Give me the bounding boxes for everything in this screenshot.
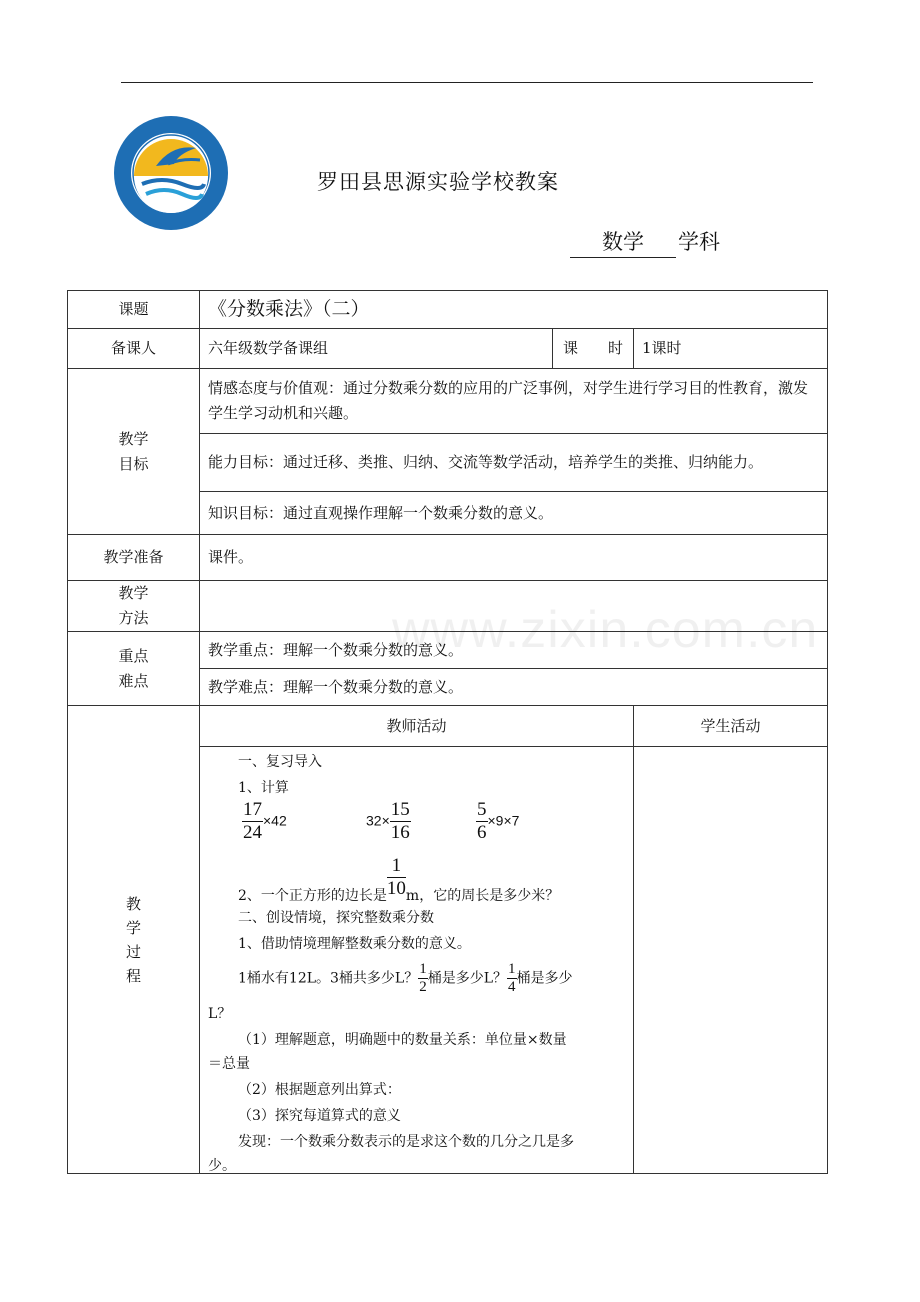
subject-suffix: 学科 [678, 230, 720, 254]
question-square-head: 2、一个正方形的边长是 [238, 888, 387, 904]
teacher-activity-cell [200, 747, 634, 1174]
difficulty: 教学难点：理解一个数乘分数的意义。 [200, 669, 828, 706]
objectives-label-line1: 教学 [118, 429, 149, 448]
problem-part: 桶是多少 [516, 970, 573, 987]
finding: 发现：一个数乘分数表示的是求这个数的几分之几是多 [238, 1134, 574, 1150]
header-rule [121, 82, 813, 83]
subject-line [570, 226, 720, 258]
key-point: 教学重点：理解一个数乘分数的意义。 [200, 632, 828, 669]
key-label-line2: 难点 [118, 671, 149, 690]
expr-2-head: 32× [366, 812, 390, 829]
fraction: $\frac{17}{24}$ [243, 799, 262, 843]
preparer-label: 备课人 [68, 329, 200, 369]
fraction: $\frac{1}{4}$ [508, 961, 516, 995]
section-explore: 二、创设情境，探究整数乘分数 [238, 910, 434, 926]
objective-ability: 能力目标：通过迁移、类推、归纳、交流等数学活动，培养学生的类推、归纳能力。 [200, 434, 828, 492]
step-3: （3）探究每道算式的意义 [238, 1108, 401, 1124]
prep-label: 教学准备 [68, 535, 200, 581]
section-review: 一、复习导入 [238, 754, 322, 770]
preparer-value: 六年级数学备课组 [200, 329, 553, 369]
period-value: 1课时 [634, 329, 828, 369]
problem-part: 桶是多少L？ [427, 970, 508, 987]
teacher-activity-header: 教师活动 [200, 706, 634, 747]
step-1-tail: ＝总量 [208, 1056, 250, 1072]
process-label-char: 教 [125, 894, 141, 913]
expr-3-tail: ×9×7 [487, 812, 520, 829]
period-label: 课 时 [553, 329, 634, 369]
student-activity-header: 学生活动 [634, 706, 828, 747]
student-activity-cell [634, 747, 828, 1174]
process-label-char: 学 [125, 918, 141, 937]
expr-1 [242, 799, 287, 844]
topic-label: 课题 [68, 291, 200, 329]
fraction: $\frac{5}{6}$ [477, 799, 487, 843]
expr-3 [476, 799, 519, 844]
lesson-plan-table [67, 290, 828, 1174]
method-label-line2: 方法 [118, 609, 149, 627]
expr-1-tail: ×42 [263, 812, 287, 829]
method-label-line1: 教学 [118, 584, 149, 602]
step-2: （2）根据题意列出算式： [238, 1082, 401, 1098]
key-label-line1: 重点 [118, 646, 149, 665]
key-label [68, 632, 200, 706]
school-title: 罗田县思源实验学校教案 [317, 170, 559, 194]
subject-value: 数学 [570, 226, 676, 258]
fraction: $\frac{15}{16}$ [390, 799, 410, 843]
topic-value: 《分数乘法》（二） [200, 291, 828, 329]
objectives-label [68, 369, 200, 535]
finding-tail: 少。 [208, 1158, 236, 1174]
problem-bucket-tail: L？ [208, 1006, 232, 1022]
step-meaning: 1、借助情境理解整数乘分数的意义。 [238, 936, 471, 952]
question-square-tail: m，它的周长是多少米？ [405, 888, 560, 904]
step-calc: 1、计算 [238, 780, 289, 796]
watermark: www.zixin.com.cn [392, 601, 819, 659]
process-label-char: 过 [125, 942, 141, 961]
objective-emotion: 情感态度与价值观：通过分数乘分数的应用的广泛事例，对学生进行学习目的性教育，激发学生学习动机和兴趣。 [200, 369, 828, 434]
problem-bucket [208, 961, 573, 996]
problem-part: 1桶水有12L。3桶共多少L？ [238, 970, 419, 987]
prep-value: 课件。 [200, 535, 828, 581]
question-square [208, 855, 559, 909]
expr-2 [366, 799, 411, 844]
objectives-label-line2: 目标 [118, 454, 149, 473]
objective-knowledge: 知识目标：通过直观操作理解一个数乘分数的意义。 [200, 492, 828, 535]
method-label [68, 581, 200, 632]
process-label [68, 706, 200, 1174]
step-1: （1）理解题意，明确题中的数量关系：单位量×数量 [238, 1032, 567, 1048]
school-emblem-icon [112, 114, 230, 232]
fraction: $\frac{1}{10}$ [386, 855, 406, 899]
process-label-char: 程 [125, 966, 141, 985]
fraction: $\frac{1}{2}$ [419, 961, 427, 995]
